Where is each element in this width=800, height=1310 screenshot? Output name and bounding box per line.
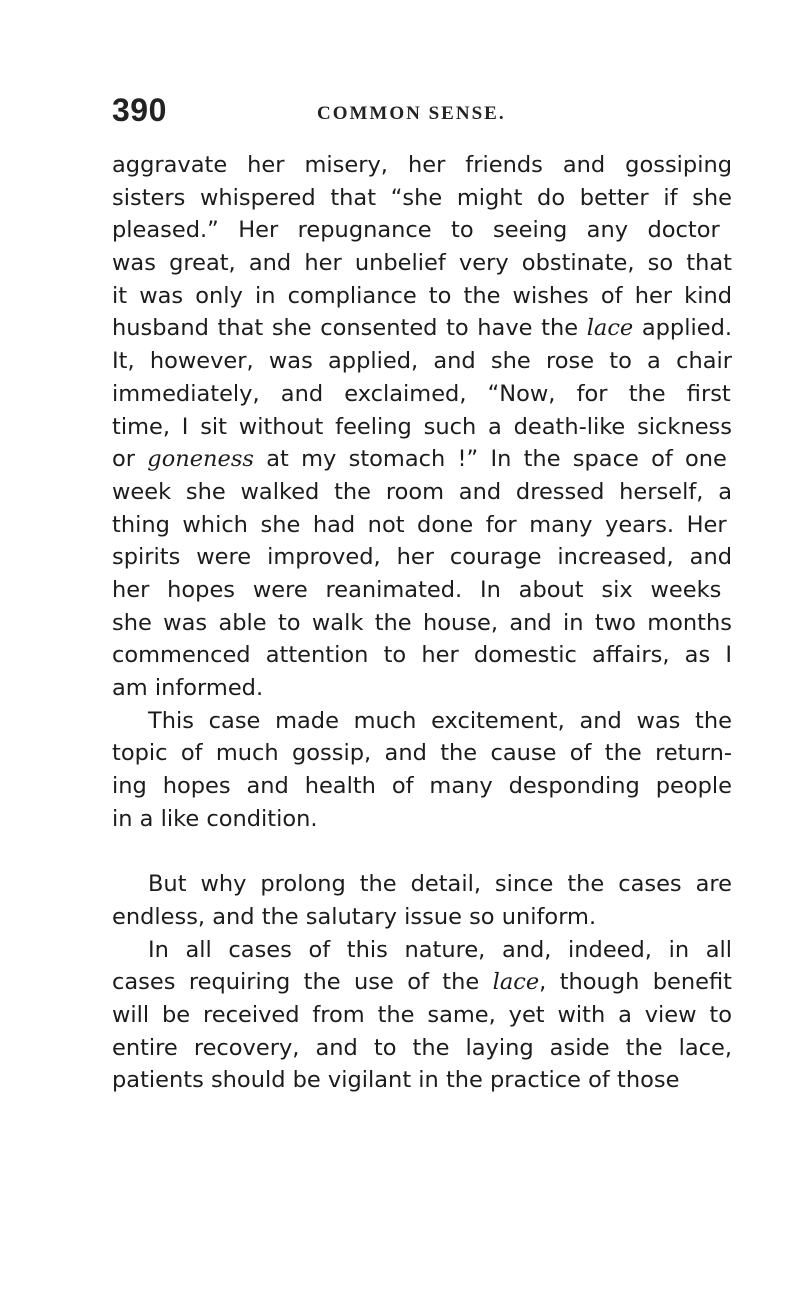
text-line: In all cases of this nature, and, indeed, in all [148, 936, 732, 963]
text-line: she was able to walk the house, and in two months [112, 609, 732, 636]
text-line: am informed. [112, 675, 264, 701]
text-line: thing which she had not done for many years. Her [112, 511, 727, 538]
text-line: entire recovery, and to the laying aside the lace, [112, 1034, 732, 1061]
text-line: This case made much excitement, and was the [148, 707, 732, 734]
text-line: immediately, and exclaimed, “Now, for the first [112, 380, 731, 407]
text-line: cases requiring the use of the lace, though benefit [112, 969, 732, 996]
italic-emphasis: lace [492, 969, 540, 996]
text-line: or goneness at my stomach !” In the space of one [112, 446, 727, 473]
paragraph-3 [112, 868, 732, 933]
paragraph-1 [112, 149, 732, 705]
text-line: endless, and the salutary issue so uniform. [112, 903, 597, 930]
text-line: her hopes were reanimated. In about six weeks [112, 576, 722, 603]
text-line: it was only in compliance to the wishes of her kind [112, 282, 732, 309]
body-text [112, 149, 732, 1097]
paragraph-4 [112, 934, 732, 1097]
text-line: sisters whispered that “she might do better if she [112, 184, 732, 211]
text-line: in a like condition. [112, 805, 318, 832]
paragraph-gap [112, 835, 732, 868]
italic-emphasis: lace [586, 315, 634, 342]
text-line: will be received from the same, yet with a view to [112, 1001, 732, 1028]
text-line: But why prolong the detail, since the cases are [148, 871, 732, 898]
text-line: time, I sit without feeling such a death-like sickness [112, 413, 732, 440]
text-line: aggravate her misery, her friends and gossiping [112, 152, 732, 178]
text-line: week she walked the room and dressed herself, a [112, 478, 732, 505]
text-line: patients should be vigilant in the practice of those [112, 1067, 680, 1094]
text-line: topic of much gossip, and the cause of the return- [112, 740, 732, 767]
text-line: was great, and her unbelief very obstinate, so that [112, 250, 732, 277]
text-line: It, however, was applied, and she rose to a chair [112, 348, 732, 375]
text-line: commenced attention to her domestic affairs, as I [112, 642, 732, 669]
page-number: 390 [112, 92, 167, 128]
text-line: husband that she consented to have the lace applied. [112, 315, 732, 342]
running-head [112, 92, 732, 132]
text-line: pleased.” Her repugnance to seeing any doctor [112, 217, 720, 244]
page-title: COMMON SENSE. [317, 103, 506, 124]
paragraph-2 [112, 705, 732, 836]
text-line: ing hopes and health of many desponding people [112, 773, 732, 800]
text-line: spirits were improved, her courage increased, and [112, 544, 732, 571]
italic-emphasis: goneness [147, 446, 254, 473]
